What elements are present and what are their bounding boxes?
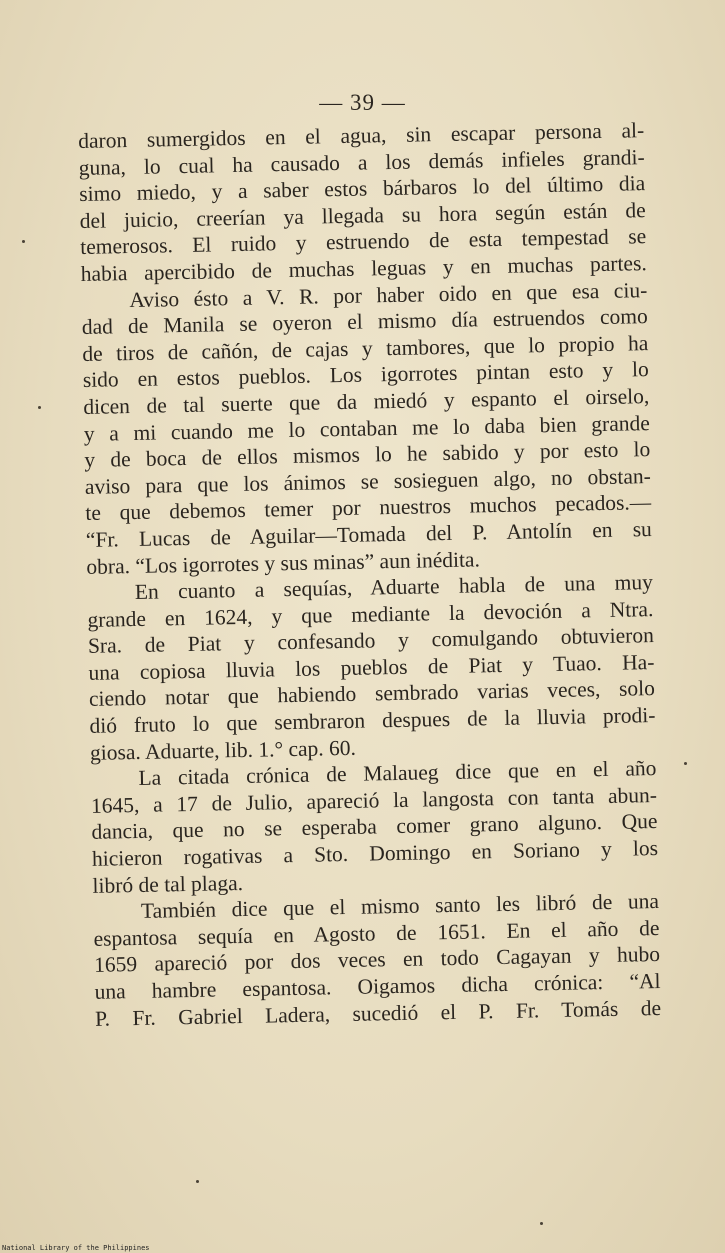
text-line: dad de Manila se oyeron el mismo día estruendos como	[81, 304, 648, 340]
text-line: hicieron rogativas a Sto. Domingo en Soriano y los	[91, 836, 659, 871]
page-number: — 39 —	[319, 90, 406, 115]
library-watermark: National Library of the Philippines	[2, 1244, 150, 1252]
text-line: obra. “Los igorrotes y sus minas” aun inédita.	[86, 546, 481, 579]
text-line: Aviso ésto a V. R. por haber oido en que esa ciu-	[129, 277, 648, 312]
text-line: una hambre espantosa. Oigamos dicha crónica: “Al	[94, 968, 661, 1004]
text-line: habia apercibido de muchas leguas y en muchas partes.	[80, 251, 647, 286]
body-text	[78, 117, 661, 1032]
text-line: Sra. de Piat y confesando y comulgando obtuvieron	[87, 623, 655, 659]
text-line: sido en estos pueblos. Los igorrotes pintan esto y lo	[82, 357, 649, 393]
text-line: daron sumergidos en el agua, sin escapar persona al-	[78, 118, 645, 153]
ink-speck	[684, 762, 687, 765]
text-line: dancia, que no se esperaba comer grano alguno. Que	[91, 809, 658, 845]
text-line: 1659 apareció por dos veces en todo Cagayan y hubo	[93, 942, 661, 978]
text-line: aviso para que los ánimos se sosieguen algo, no obstan-	[84, 463, 652, 499]
ink-speck	[196, 1180, 199, 1183]
text-line: giosa. Aduarte, lib. 1.° cap. 60.	[89, 735, 357, 765]
text-line: de tiros de cañón, de cajas y tambores, que lo propio ha	[82, 330, 649, 366]
text-line: También dice que el mismo santo les libró de una	[140, 889, 660, 924]
text-line: En cuanto a sequías, Aduarte habla de una muy	[134, 570, 654, 605]
text-line: espantosa sequía en Agosto de 1651. En el año de	[93, 915, 660, 951]
text-line: dicen de tal suerte que da miedó y espanto el oirselo,	[83, 384, 650, 419]
ink-speck	[540, 1222, 543, 1225]
text-line: “Fr. Lucas de Aguilar—Tomada del P. Antolín en su	[85, 516, 653, 552]
text-line: y de boca de ellos mismos lo he sabido y por esto lo	[84, 437, 651, 473]
ink-speck	[22, 240, 25, 243]
text-line: P. Fr. Gabriel Ladera, sucedió el P. Fr. Tomás de	[94, 995, 662, 1031]
text-line: 1645, a 17 de Julio, apareció la langosta con tanta abun-	[90, 782, 658, 818]
text-line: dió fruto lo que sembraron despues de la lluvia prodi-	[89, 703, 656, 738]
text-line: La citada crónica de Malaueg dice que en el año	[138, 756, 657, 791]
text-line: y a mi cuando me lo contaban me lo daba bien grande	[83, 410, 650, 446]
text-line: simo miedo, y a saber estos bárbaros lo del último dia	[79, 171, 646, 207]
text-line: grande en 1624, y que mediante la devoción a Ntra.	[87, 596, 654, 632]
text-line: ciendo notar que habiendo sembrado varias veces, solo	[88, 676, 656, 712]
text-line: una copiosa lluvia los pueblos de Piat y Tuao. Ha-	[88, 649, 655, 685]
text-line: te que debemos temer por nuestros muchos pecados.—	[85, 490, 652, 526]
text-line: del juicio, creerían ya llegada su hora según están de	[79, 197, 646, 233]
text-line: temerosos. El ruido y estruendo de esta tempestad se	[80, 224, 647, 260]
ink-speck	[38, 406, 41, 409]
text-line: guna, lo cual ha causado a los demás infieles grandi-	[78, 144, 645, 180]
text-line: libró de tal plaga.	[92, 870, 244, 898]
